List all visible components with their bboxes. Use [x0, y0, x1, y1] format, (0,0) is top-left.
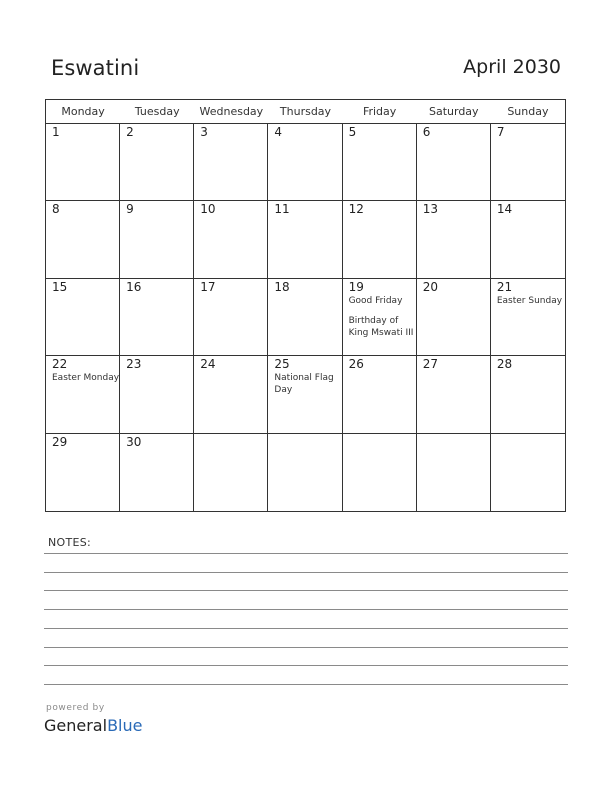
day-cell	[343, 356, 417, 433]
day-grid	[46, 124, 565, 511]
day-cell	[417, 279, 491, 356]
day-cell	[46, 124, 120, 201]
day-cell	[417, 356, 491, 433]
notes-label: NOTES:	[48, 536, 92, 549]
day-number: 12	[348, 202, 364, 217]
day-cell	[343, 201, 417, 278]
day-number: 7	[496, 125, 505, 139]
day-cell	[46, 279, 120, 356]
note-line	[44, 572, 568, 573]
day-number: 19	[348, 279, 364, 294]
holiday-label: Good Friday	[348, 295, 403, 306]
day-number: 22	[52, 357, 68, 372]
weekday-label: Saturday	[428, 105, 479, 118]
day-cell	[268, 279, 342, 356]
month-year-title: April 2030	[463, 56, 561, 78]
calendar-grid	[45, 99, 566, 512]
day-number: 21	[496, 279, 513, 294]
day-cell	[491, 434, 565, 511]
country-title: Eswatini	[51, 56, 140, 80]
weekday-label: Monday	[61, 105, 105, 118]
day-cell	[120, 356, 194, 433]
day-cell	[491, 201, 565, 278]
day-cell	[120, 201, 194, 278]
day-cell	[120, 434, 194, 511]
day-cell	[46, 201, 120, 278]
weekday-label: Tuesday	[134, 105, 180, 118]
day-number: 28	[496, 357, 513, 372]
day-cell	[343, 279, 417, 356]
brand-blue: Blue	[107, 716, 143, 735]
day-cell	[268, 434, 342, 511]
note-line	[44, 628, 568, 629]
holiday-label: Easter Sunday	[496, 295, 563, 306]
day-number: 24	[200, 357, 216, 372]
day-number: 2	[126, 125, 134, 139]
day-cell	[268, 356, 342, 433]
day-cell	[343, 434, 417, 511]
day-number: 18	[274, 279, 290, 294]
holiday-label: Easter Monday	[52, 373, 120, 384]
day-number: 23	[126, 357, 142, 372]
day-cell	[194, 279, 268, 356]
note-line	[44, 647, 568, 648]
day-number: 20	[422, 279, 438, 294]
day-cell	[343, 124, 417, 201]
holiday-label: National Flag Day	[274, 373, 334, 396]
day-number: 6	[422, 125, 431, 139]
day-cell	[491, 279, 565, 356]
day-number: 29	[52, 434, 68, 449]
weekday-label: Wednesday	[199, 105, 264, 118]
day-cell	[120, 279, 194, 356]
day-cell	[268, 201, 342, 278]
day-number: 5	[348, 125, 357, 139]
weekday-label: Thursday	[279, 105, 332, 118]
day-number: 4	[274, 125, 283, 139]
day-number: 30	[126, 434, 142, 449]
day-cell	[417, 201, 491, 278]
day-cell	[46, 356, 120, 433]
day-cell	[194, 356, 268, 433]
weekday-label: Friday	[362, 105, 397, 118]
day-number: 16	[126, 279, 142, 294]
day-cell	[120, 124, 194, 201]
note-line	[44, 590, 568, 591]
note-line	[44, 665, 568, 666]
day-number: 25	[274, 357, 290, 372]
generalblue-logo	[44, 716, 142, 735]
day-number: 14	[496, 202, 513, 217]
day-number: 3	[200, 125, 208, 139]
day-cell	[417, 124, 491, 201]
day-cell	[194, 434, 268, 511]
holiday-label: Birthday of King Mswati III	[348, 315, 414, 338]
note-line	[44, 553, 568, 554]
day-number: 26	[348, 357, 364, 372]
day-cell	[46, 434, 120, 511]
day-number: 10	[200, 202, 216, 217]
day-cell	[417, 434, 491, 511]
day-cell	[491, 124, 565, 201]
day-cell	[194, 201, 268, 278]
day-number: 13	[422, 202, 438, 217]
day-number: 8	[52, 202, 60, 217]
note-line	[44, 684, 568, 685]
day-number: 15	[52, 279, 68, 294]
day-number: 9	[126, 202, 134, 217]
weekday-header-row	[46, 100, 565, 124]
day-number: 1	[52, 125, 60, 139]
powered-by-label: powered by	[46, 703, 105, 713]
day-number: 17	[200, 279, 216, 294]
day-cell	[268, 124, 342, 201]
day-cell	[194, 124, 268, 201]
note-line	[44, 609, 568, 610]
brand-general: General	[44, 716, 108, 735]
day-number: 11	[274, 202, 290, 217]
day-cell	[491, 356, 565, 433]
weekday-label: Sunday	[507, 105, 549, 118]
day-number: 27	[422, 357, 438, 372]
